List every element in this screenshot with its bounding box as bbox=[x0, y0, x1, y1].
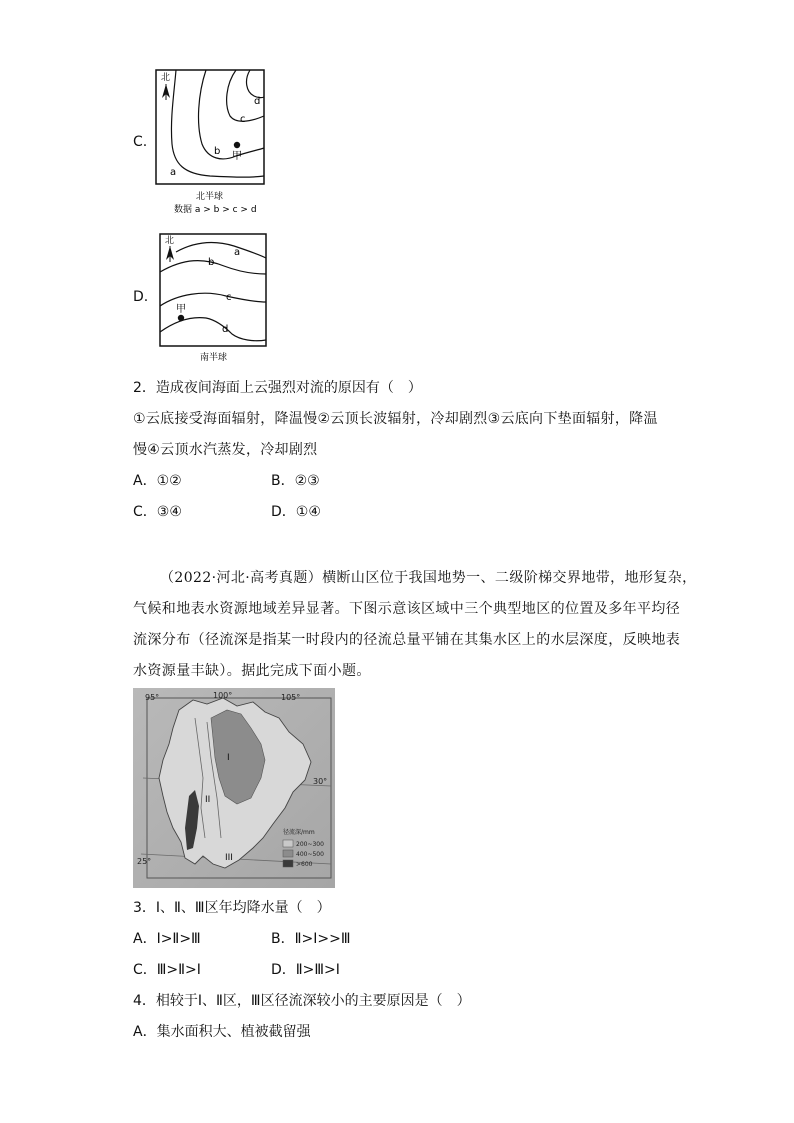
point-jia-marker bbox=[178, 315, 184, 321]
region-i-label: I bbox=[227, 753, 230, 763]
figure-d-caption-hemisphere: 南半球 bbox=[200, 353, 228, 363]
region-ii-label: II bbox=[205, 795, 211, 805]
label-jia: 甲 bbox=[232, 151, 242, 162]
legend-swatch-over-600 bbox=[283, 860, 293, 867]
legend-label-400-500: 400~500 bbox=[296, 851, 324, 858]
point-jia-marker bbox=[234, 142, 240, 148]
label-d: d bbox=[254, 96, 261, 107]
lat-30-label: 30° bbox=[313, 777, 328, 786]
label-c: c bbox=[226, 292, 232, 303]
question-2-statements-line2: 慢④云顶水汽蒸发，冷却剧烈 bbox=[133, 442, 318, 458]
label-a: a bbox=[234, 247, 241, 258]
option-d-label: D. bbox=[133, 289, 149, 305]
lon-100-label: 100° bbox=[213, 691, 233, 700]
passage-line-1: （2022·河北·高考真题）横断山区位于我国地势一、二级阶梯交界地带，地形复杂， bbox=[160, 570, 697, 586]
label-a: a bbox=[170, 167, 177, 178]
question-2-statements-line1: ①云底接受海面辐射，降温慢②云顶长波辐射，冷却剧烈③云底向下垫面辐射，降温 bbox=[133, 411, 658, 427]
label-c: c bbox=[240, 114, 246, 125]
legend-title: 径流深/mm bbox=[283, 829, 315, 836]
question-3-stem: 3．Ⅰ、Ⅱ、Ⅲ区年均降水量（ ） bbox=[133, 900, 331, 916]
question-3-option-b[interactable]: B．Ⅱ>Ⅰ>>Ⅲ bbox=[271, 931, 351, 947]
passage-line-3: 流深分布（径流深是指某一时段内的径流总量平铺在其集水区上的水层深度，反映地表 bbox=[133, 632, 681, 648]
legend-swatch-200-300 bbox=[283, 840, 293, 847]
north-label: 北 bbox=[161, 73, 171, 83]
figure-d-frame bbox=[160, 234, 266, 346]
label-d: d bbox=[222, 324, 229, 335]
question-2-option-b[interactable]: B．②③ bbox=[271, 473, 320, 489]
label-jia: 甲 bbox=[176, 304, 186, 315]
lon-95-label: 95° bbox=[145, 693, 160, 702]
label-b: b bbox=[208, 257, 215, 268]
question-3-option-d[interactable]: D．Ⅱ>Ⅲ>Ⅰ bbox=[271, 962, 340, 978]
legend-label-200-300: 200~300 bbox=[296, 841, 324, 848]
region-iii-label: III bbox=[225, 853, 233, 863]
figure-d-isoline-map bbox=[154, 228, 272, 364]
hengduan-runoff-map bbox=[133, 688, 335, 888]
passage-line-2: 气候和地表水资源地域差异显著。下图示意该区域中三个典型地区的位置及多年平均径 bbox=[133, 601, 681, 617]
question-2-option-a[interactable]: A．①② bbox=[133, 473, 182, 489]
figure-c-caption-hemisphere: 北半球 bbox=[196, 192, 224, 202]
passage-line-4: 水资源量丰缺）。据此完成下面小题。 bbox=[133, 663, 371, 679]
question-3-option-c[interactable]: C．Ⅲ>Ⅱ>Ⅰ bbox=[133, 962, 201, 978]
lon-105-label: 105° bbox=[281, 693, 301, 702]
legend-swatch-400-500 bbox=[283, 850, 293, 857]
option-c-label: C. bbox=[133, 134, 148, 150]
lat-25-label: 25° bbox=[137, 857, 152, 866]
question-4-stem: 4．相较于Ⅰ、Ⅱ区，Ⅲ区径流深较小的主要原因是（ ） bbox=[133, 993, 471, 1009]
question-3-option-a[interactable]: A．Ⅰ>Ⅱ>Ⅲ bbox=[133, 931, 201, 947]
question-4-option-a[interactable]: A．集水面积大、植被截留强 bbox=[133, 1024, 311, 1040]
question-2-option-c[interactable]: C．③④ bbox=[133, 504, 182, 520]
label-b: b bbox=[214, 146, 221, 157]
question-2-stem: 2．造成夜间海面上云强烈对流的原因有（ ） bbox=[133, 380, 422, 396]
figure-c-caption-values: 数据 a > b > c > d bbox=[174, 205, 257, 215]
legend-label-over-600: >600 bbox=[296, 861, 313, 868]
question-2-option-d[interactable]: D．①④ bbox=[271, 504, 321, 520]
figure-c-isoline-map bbox=[150, 64, 272, 216]
north-label: 北 bbox=[165, 236, 175, 246]
